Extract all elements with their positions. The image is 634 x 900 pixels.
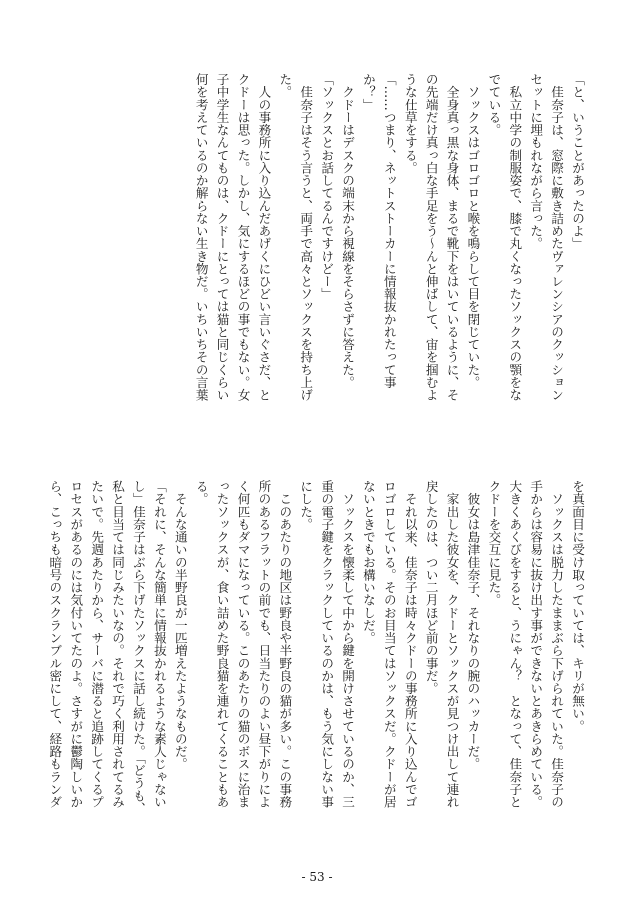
text-line: ソックスはゴロゴロと喉を鳴らして目を閉じていた。 (465, 73, 481, 389)
text-line: クドーを交互に見た。 (486, 480, 502, 607)
text-line: クドーはデスクの端末から視線をそらさずに答えた。 (340, 73, 356, 389)
text-line: 「と、いうことがあったのよ」 (570, 73, 585, 250)
text-line: それ以来、佳奈子は時々クドーの事務所に入り込んでゴ (402, 480, 418, 809)
text-line: の先端だけ真っ白な手足をう～んと伸ばして、宙を掴むよ (423, 73, 439, 402)
text-line: 家出した彼女を、クドーとソックスが見つけ出して連れ (444, 480, 460, 809)
upper-text-block (19, 73, 587, 443)
text-line: ソックスは脱力したままぶら下げられていた。佳奈子の (549, 480, 565, 809)
text-line: 全身真っ黒な身体、まるで靴下をはいているように、そ (444, 73, 460, 402)
text-line: た。 (277, 73, 293, 99)
text-line: 佳奈子はそう言うと、両手で高々とソックスを持ち上げ (298, 73, 314, 402)
text-line: セットに埋もれながら言った。 (528, 73, 544, 250)
page-number: - 53 - (301, 870, 333, 884)
text-line: でている。 (486, 73, 502, 137)
lower-text-block (19, 480, 587, 850)
text-line: たいで。先週あたりから、サーバに潜ると追跡してくるプ (89, 480, 105, 809)
text-line: 子中学生なんてものは、クドーにとっては猫と同じくらい (214, 73, 230, 402)
text-line: 戻したのは、つい二月ほど前の事だ。 (423, 480, 439, 695)
text-line: ら、こっちも暗号のスクランブル密にして、経路もランダ (47, 480, 63, 809)
text-line: 私立中学の制服姿で、膝で丸くなったソックスの顎をな (507, 73, 523, 402)
text-line: うな仕草をする。 (402, 73, 418, 174)
text-line: ったソックスが、食い詰めた野良猫を連れてくることもあ (214, 480, 230, 809)
text-line: 重の電子鍵をクラックしているのかは、もう気にしない事 (319, 480, 335, 809)
text-line: を真面目に受け取っていては、キリが無い。 (570, 480, 585, 733)
text-line: 手からは容易に抜け出す事ができないとあきらめている。 (528, 480, 544, 809)
text-line: し」佳奈子はぶら下げたソックスに話し続けた。「どうも、 (130, 480, 146, 815)
text-line: 佳奈子は、窓際に敷き詰めたヴァレンシアのクッション (549, 73, 565, 402)
text-line: る。 (193, 480, 209, 506)
text-line: 「……つまり、ネットストーカーに情報抜かれたって事 (381, 73, 397, 389)
text-line: 私と目当ては同じみたいなの。それで巧く利用されてるみ (110, 480, 126, 809)
text-line: 大きくあくびをすると、うにゃん？ となって、佳奈子と (507, 480, 523, 809)
text-line: 「ソックスとお話してるんですけどー」 (319, 73, 335, 301)
text-line: か？」 (360, 73, 376, 111)
text-line: そんな通いの半野良が一匹増えたようなものだ。 (172, 480, 188, 771)
text-line: く何匹もダマになっている。このあたりの猫のボスに治ま (235, 480, 251, 809)
text-line: クドーは思った。しかし、気にするほどの事でもない。女 (235, 73, 251, 402)
text-line: このあたりの地区は野良や半野良の猫が多い。この事務 (277, 480, 293, 809)
text-line: 彼女は島津佳奈子、それなりの腕のハッカーだ。 (465, 480, 481, 771)
text-line: ないときでもお構いなしだ。 (360, 480, 376, 645)
text-line: ソックスを懐柔して中から鍵を開けさせているのか、三 (340, 480, 356, 809)
text-line: 「それに、そんな簡単に情報抜かれるような素人じゃない (151, 480, 167, 809)
text-line: 人の事務所に入り込んだあげくにひどい言いぐさだ、と (256, 73, 272, 402)
text-line: 所のあるフラットの前でも、日当たりのよい昼下がりによ (256, 480, 272, 809)
text-line: ロセスがあるのには気付いてたのよ。さすがに鬱陶しいか (68, 480, 84, 809)
text-line: にした。 (298, 480, 314, 531)
text-line: 何を考えているのか解らない生き物だ。いちいちその言葉 (193, 73, 209, 402)
text-line: ロゴロしている。そのお目当てはソックスだ。クドーが居 (381, 480, 397, 809)
